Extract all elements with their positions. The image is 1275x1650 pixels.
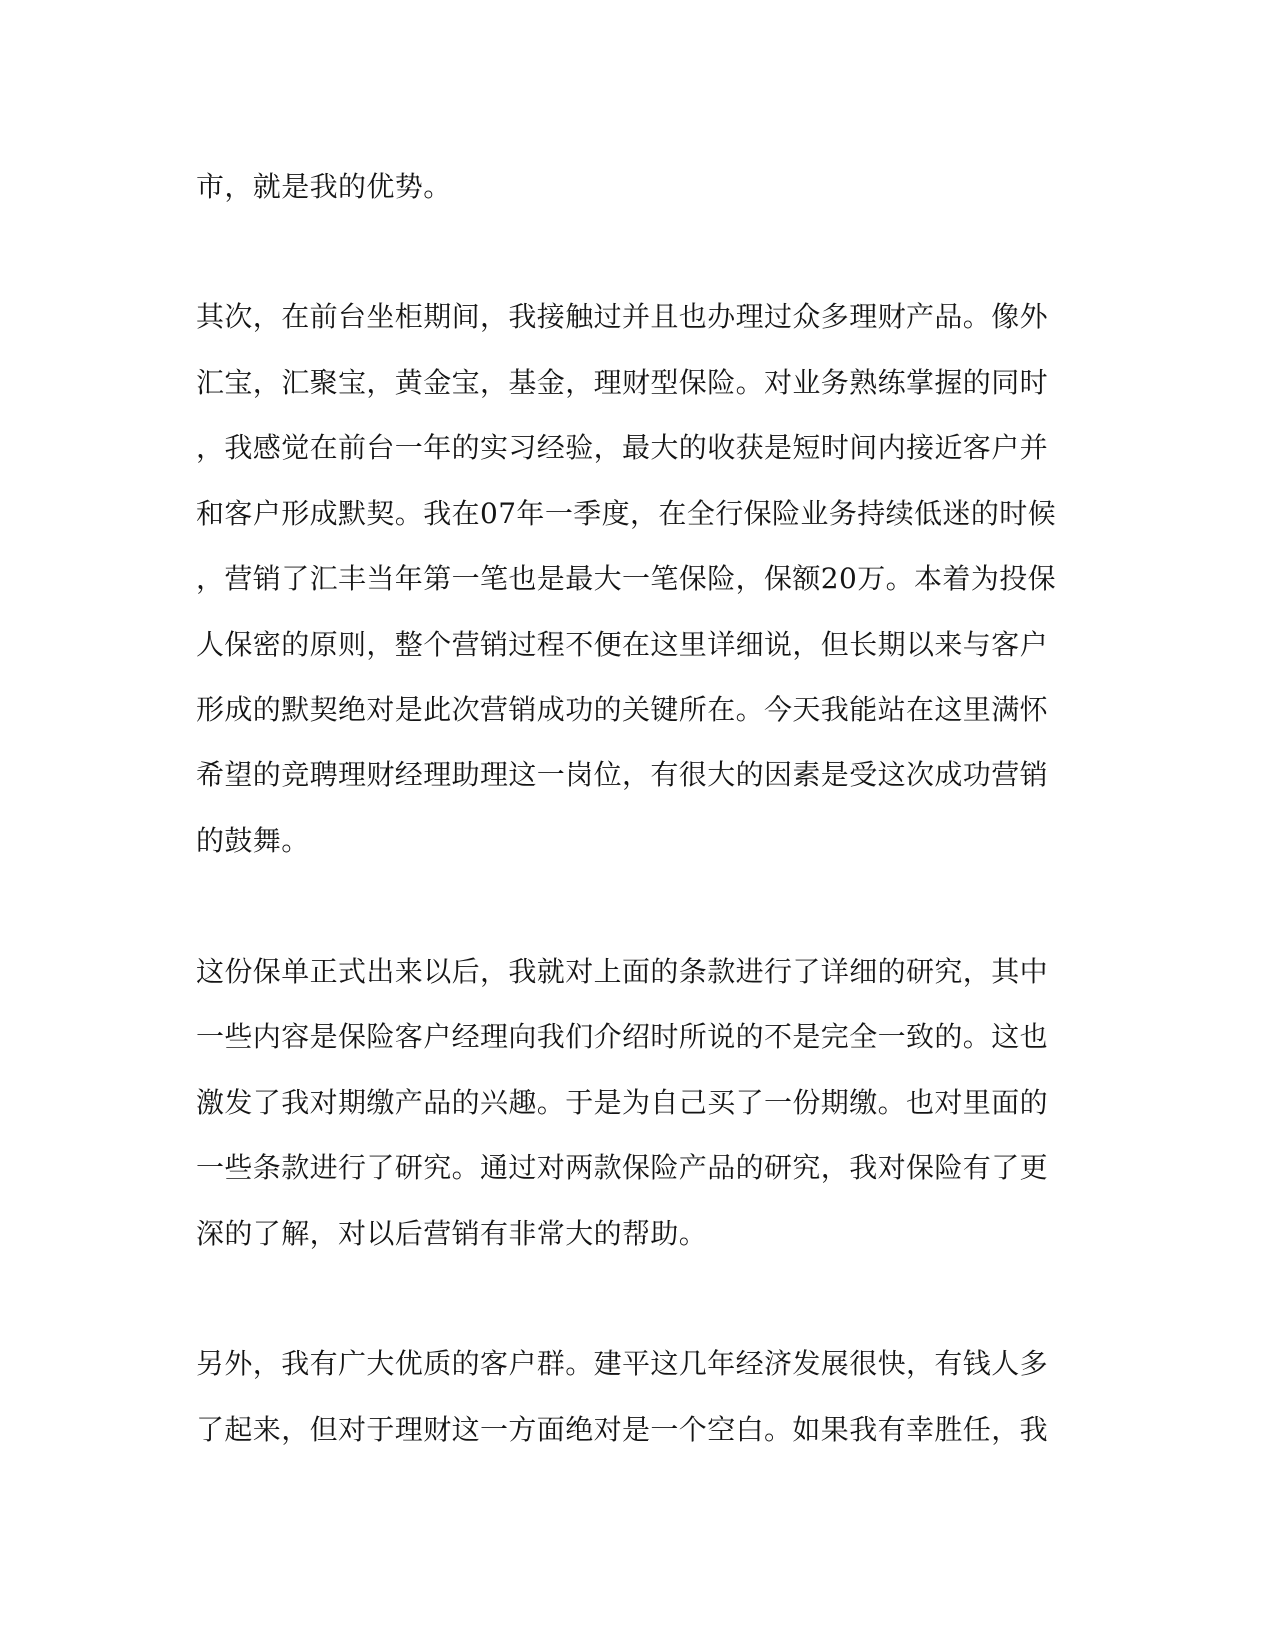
text-line: 另外，我有广大优质的客户群。建平这几年经济发展很快，有钱人多 xyxy=(196,1347,1049,1380)
text-line: 深的了解，对以后营销有非常大的帮助。 xyxy=(196,1217,708,1250)
text-line: 和客户形成默契。我在07年一季度，在全行保险业务持续低迷的时候 xyxy=(196,497,1057,530)
text-line: 激发了我对期缴产品的兴趣。于是为自己买了一份期缴。也对里面的 xyxy=(196,1086,1049,1119)
text-line: 的鼓舞。 xyxy=(196,824,310,857)
text-line: 这份保单正式出来以后，我就对上面的条款进行了详细的研究，其中 xyxy=(196,955,1049,988)
text-line: 了起来，但对于理财这一方面绝对是一个空白。如果我有幸胜任，我 xyxy=(196,1413,1049,1446)
text-line: ，我感觉在前台一年的实习经验，最大的收获是短时间内接近客户并 xyxy=(196,431,1049,464)
text-line: 其次，在前台坐柜期间，我接触过并且也办理过众多理财产品。像外 xyxy=(196,300,1049,333)
text-line: 市，就是我的优势。 xyxy=(196,170,452,203)
text-line: 希望的竞聘理财经理助理这一岗位，有很大的因素是受这次成功营销 xyxy=(196,758,1049,791)
text-line: 一些内容是保险客户经理向我们介绍时所说的不是完全一致的。这也 xyxy=(196,1020,1049,1053)
text-line: 汇宝，汇聚宝，黄金宝，基金，理财型保险。对业务熟练掌握的同时 xyxy=(196,366,1049,399)
text-line: 一些条款进行了研究。通过对两款保险产品的研究，我对保险有了更 xyxy=(196,1151,1049,1184)
text-line: ，营销了汇丰当年第一笔也是最大一笔保险，保额20万。本着为投保 xyxy=(196,562,1057,595)
text-line: 形成的默契绝对是此次营销成功的关键所在。今天我能站在这里满怀 xyxy=(196,693,1049,726)
text-line: 人保密的原则，整个营销过程不便在这里详细说，但长期以来与客户 xyxy=(196,628,1049,661)
